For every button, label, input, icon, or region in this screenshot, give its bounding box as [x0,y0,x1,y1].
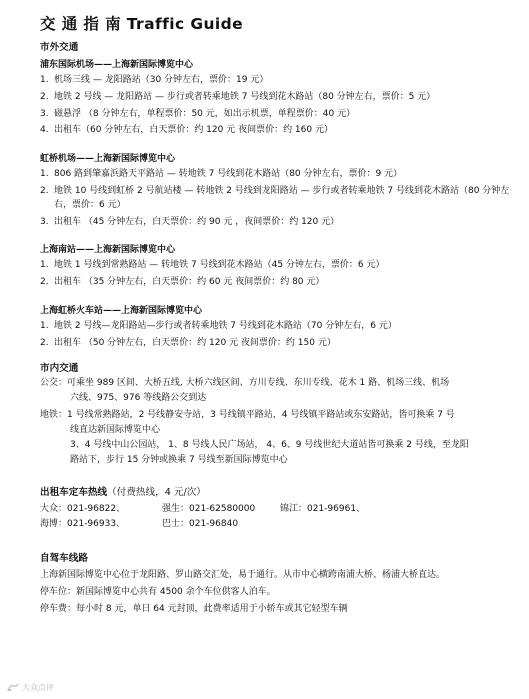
item-number: 1. [40,260,49,271]
metro-line: 3、4 号线中山公园站， 1、8 号线人民广场站， 4、6、9 号线世纪大道站皆可换乘 2 号线，至龙阳 [70,439,469,450]
metro-line: 路站下，步行 15 分钟或换乘 7 号线至新国际博览中心 [70,454,288,465]
item-text: 磁悬浮 （8 分钟左右，单程票价：50 元，如出示机票，单程票价：40 元） [54,108,356,119]
list-item [40,216,516,230]
section-heading-taxi [40,486,516,500]
item-number: 3. [40,108,49,119]
item-number: 1. [40,75,49,85]
item-text: 出租车 （50 分钟左右，白天票价：约 120 元 夜间票价：约 150 元） [54,337,336,348]
list-item [40,108,516,122]
taxi-number: 海博：021-96933、 [40,518,126,529]
metro-line: 地铁：1 号线常熟路站，2 号线静安寺站，3 号线镇平路站，4 号线镇平路站或东安路站，皆可换乘 7 号 [40,409,455,420]
list-item [40,168,516,182]
item-number: 2. [40,91,49,102]
item-number: 1. [40,320,49,331]
taxi-number: 巴士：021-96840 [162,518,239,529]
list-item [40,320,516,334]
watermark-text: 大众点评 [22,683,54,692]
drive-line: 上海新国际博览中心位于龙阳路、罗山路交汇处，易于通行。从市中心横跨南浦大桥、杨浦大桥直达。 [40,569,446,580]
metro-line: 线直达新国际博览中心 [70,424,161,435]
taxi-number: 锦江：021-96961、 [280,503,366,514]
section-heading-drive: 自驾车线路 [40,552,88,564]
list-item [40,337,516,351]
list-item [40,185,516,213]
dianping-logo-icon [6,683,20,693]
bus-line: 六线、975、976 等线路公交到达 [70,392,207,403]
item-number: 2. [40,185,49,196]
section-heading-inner: 市内交通 [40,362,79,374]
item-number: 4. [40,125,49,136]
item-number: 3. [40,216,49,227]
item-text: 地铁 2 号线 — 龙阳路站 — 步行或者转乘地铁 7 号线到花木路站（80 分钟左右，票价：5 元） [54,91,436,102]
taxi-note: （付费热线，4 元/次） [107,486,206,498]
item-text: 出租车（60 分钟左右，白天票价：约 120 元 夜间票价：约 160 元） [54,125,333,136]
page-title: 交 通 指 南 Traffic Guide [40,15,244,33]
drive-line: 停车位：新国际博览中心共有 4500 余个车位供客人泊车。 [40,586,276,597]
item-number: 1. [40,169,49,180]
drive-info [40,568,516,617]
item-text: 机场三线 — 龙阳路站（30 分钟左右，票价：19 元） [54,75,269,85]
taxi-row [40,502,516,517]
taxi-number: 强生：021-62580000 [162,503,256,514]
list-item [40,91,516,105]
item-text: 806 路到肇嘉浜路天平路站 — 转地铁 7 号线到花木路站（80 分钟左右，票价：9 元） [54,169,403,180]
traffic-guide-page [40,14,516,617]
route-title-south-station: 上海南站——上海新国际博览中心 [40,245,176,256]
route-title-hongqiao-airport: 虹桥机场——上海新国际博览中心 [40,154,176,165]
item-text: 地铁 2 号线—龙阳路站—步行或者转乘地铁 7 号线到花木路站（70 分钟左右，6 元） [54,320,397,331]
drive-line: 停车费：每小时 8 元，单日 64 元封顶，此费率适用于小轿车或其它轻型车辆 [40,603,348,614]
taxi-number: 大众：021-96822、 [40,503,126,514]
item-text: 出租车 （35 分钟左右，白天票价：约 60 元 夜间票价：约 80 元） [54,277,325,288]
list-item [40,74,516,88]
metro-info [40,408,516,468]
list-item [40,124,516,138]
route-title-pudong: 浦东国际机场——上海新国际博览中心 [40,60,194,70]
watermark [6,683,54,693]
item-text: 地铁 1 号线到常熟路站 — 转地铁 7 号线到花木路站（45 分钟左右，票价：6 元） [54,260,385,271]
item-number: 2. [40,337,49,348]
list-item [40,259,516,273]
item-text: 地铁 10 号线到虹桥 2 号航站楼 — 转地铁 2 号线到龙阳路站 — 步行或者转乘地铁 7 号线到花木路站（80 分钟左右，票价：6 元） [54,185,510,210]
taxi-row [40,517,516,532]
list-item [40,276,516,290]
section-heading-outer: 市外交通 [40,42,79,53]
bus-line: 公交：可乘坐 989 区间、大桥五线, 大桥六线区间、方川专线、东川专线、花木 1 路、机场三线、机场 [40,377,450,388]
item-number: 2. [40,277,49,288]
bus-info [40,376,516,406]
taxi-heading: 出租车定车热线 [40,486,108,498]
item-text: 出租车 （45 分钟左右，白天票价：约 90 元 ，夜间票价：约 120 元） [54,216,340,227]
route-title-hongqiao-station: 上海虹桥火车站——上海新国际博览中心 [40,305,203,316]
